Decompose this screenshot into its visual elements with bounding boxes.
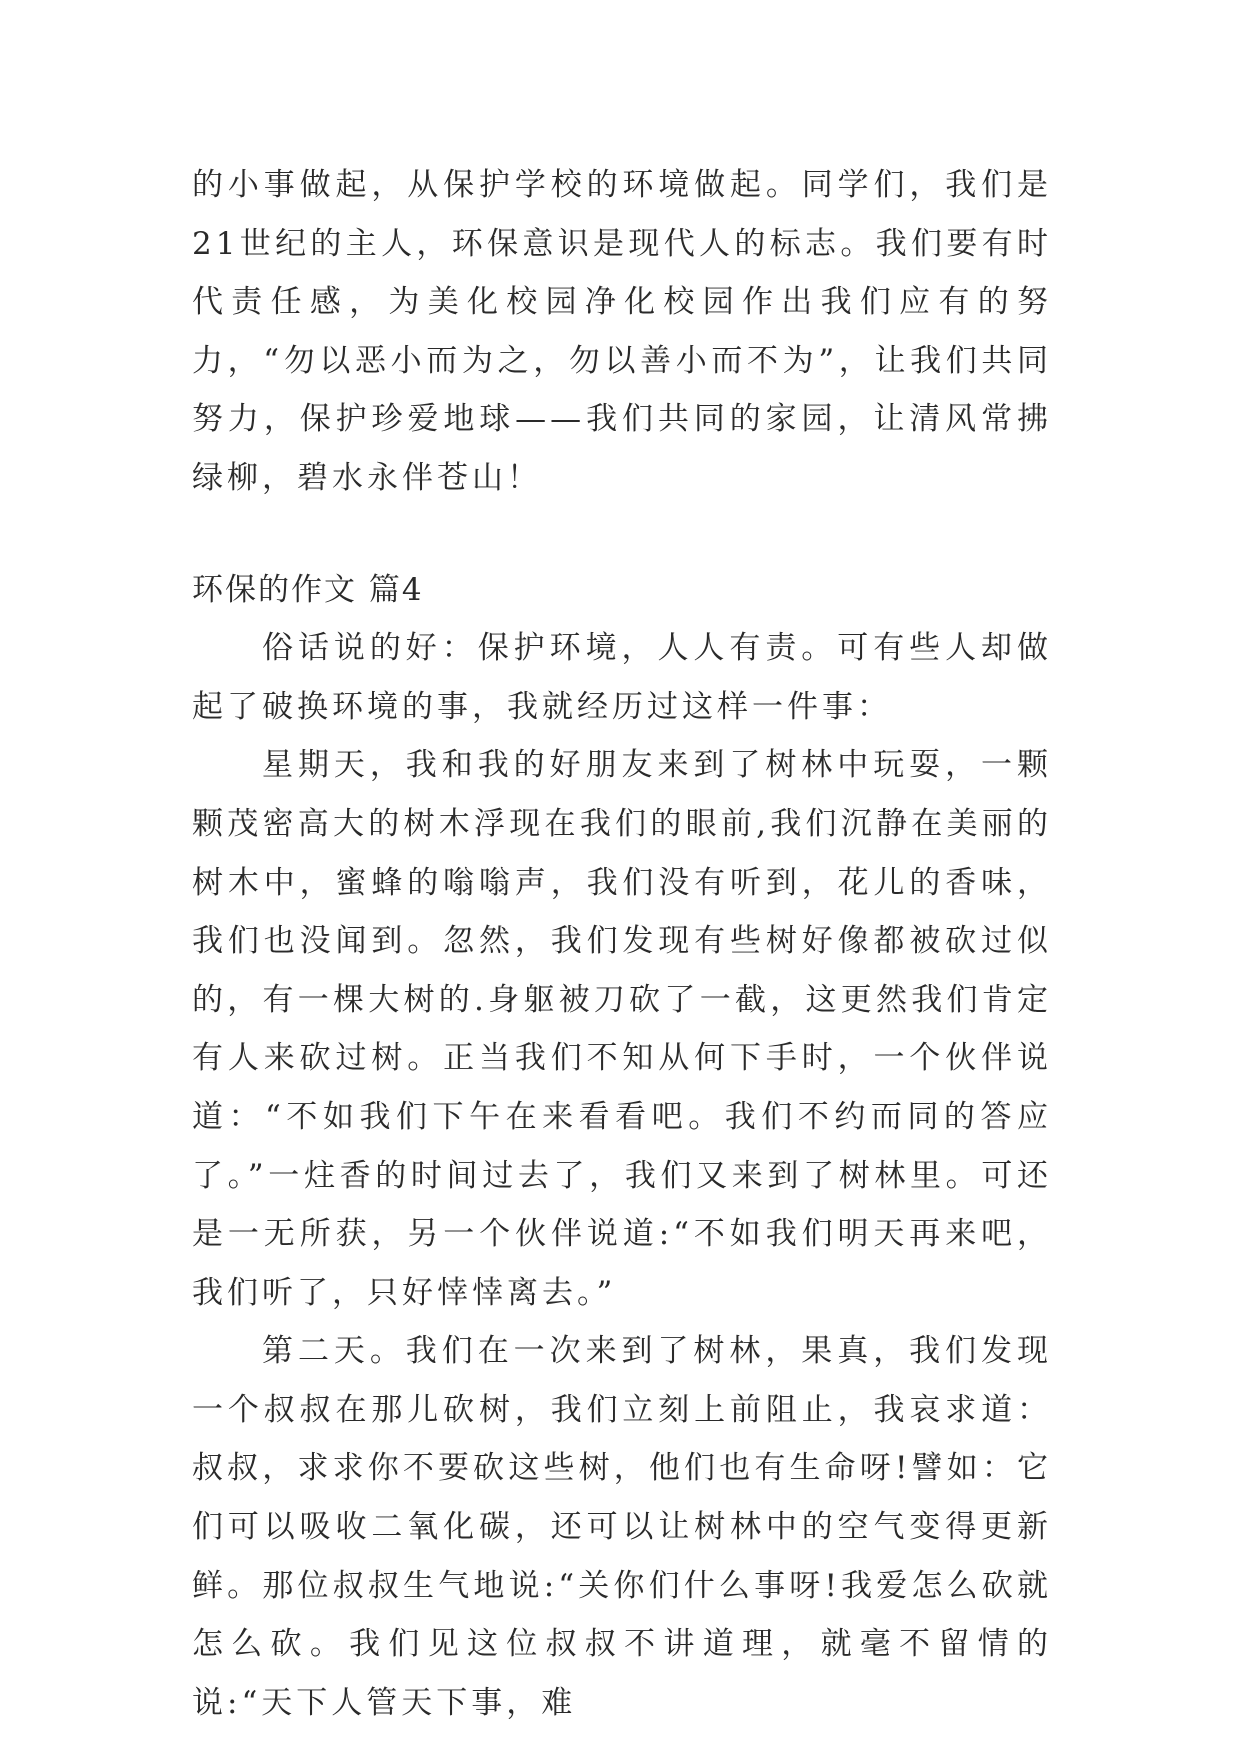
body-paragraph-3: 第二天。我们在一次来到了树林，果真，我们发现一个叔叔在那儿砍树，我们立刻上前阻止，我哀求道：叔叔，求求你不要砍这些树，他们也有生命呀!譬如：它们可以吸收二氧化碳，还可以让树林中的空气变得更新鲜。那位叔叔生气地说:“关你们什么事呀!我爱怎么砍就怎么砍。我们见这位叔叔不讲道理，就毫不留情的说:“天下人管天下事，难: [192, 1333, 1052, 1721]
section-title: 环保的作文 篇4: [192, 571, 424, 608]
body-paragraph-2: 星期天，我和我的好朋友来到了树林中玩耍，一颗颗茂密高大的树木浮现在我们的眼前,我们沉静在美丽的树木中，蜜蜂的嗡嗡声，我们没有听到，花儿的香味，我们也没闻到。忽然，我们发现有些树好像都被砍过似的，有一棵大树的.身躯被刀砍了一截，这更然我们肯定有人来砍过树。正当我们不知从何下手时，一个伙伴说道：“不如我们下午在来看看吧。我们不约而同的答应了。”一炷香的时间过去了，我们又来到了树林里。可还是一无所获，另一个伙伴说道:“不如我们明天再来吧，我们听了，只好悻悻离去。”: [192, 747, 1052, 1311]
continuation-paragraph: 的小事做起，从保护学校的环境做起。同学们，我们是21世纪的主人，环保意识是现代人的标志。我们要有时代责任感，为美化校园净化校园作出我们应有的努力，“勿以恶小而为之，勿以善小而不为”，让我们共同努力，保护珍爱地球——我们共同的家园，让清风常拂绿柳，碧水永伴苍山！: [192, 167, 1052, 496]
document-page: [192, 156, 1052, 1732]
body-paragraph-1: 俗话说的好：保护环境，人人有责。可有些人却做起了破换环境的事，我就经历过这样一件事：: [192, 630, 1052, 725]
